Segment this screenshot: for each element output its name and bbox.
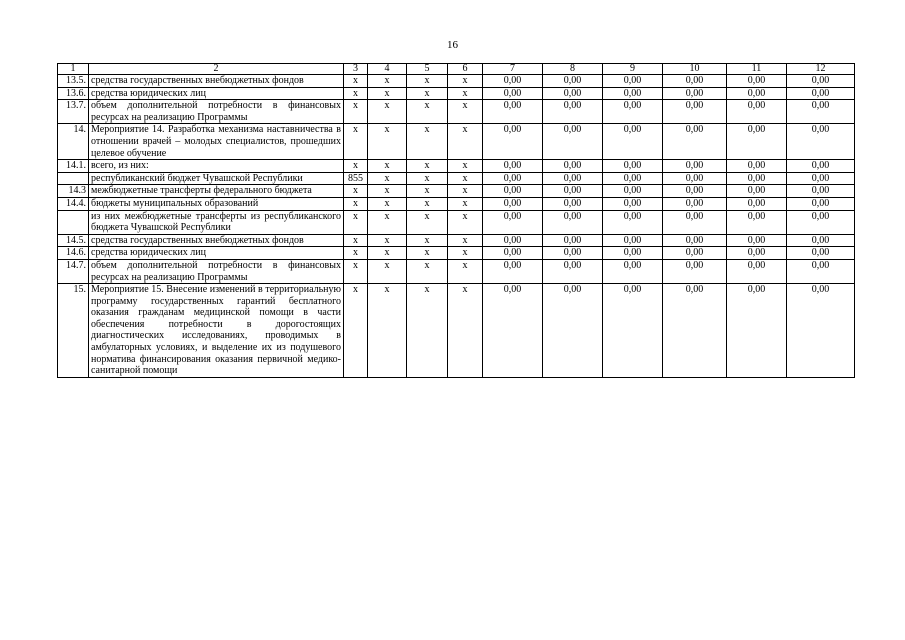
code-cell: х	[344, 75, 368, 88]
amount-cell: 0,00	[543, 210, 603, 234]
amount-cell: 0,00	[727, 124, 787, 160]
amount-cell: 0,00	[603, 75, 663, 88]
amount-cell: 0,00	[663, 100, 727, 124]
amount-cell: 0,00	[603, 210, 663, 234]
amount-cell: 0,00	[787, 172, 855, 185]
amount-cell: 0,00	[543, 247, 603, 260]
row-description: из них межбюджетные трансферты из республиканского бюджета Чувашской Республики	[89, 210, 344, 234]
mark-cell: х	[407, 172, 448, 185]
amount-cell: 0,00	[483, 259, 543, 283]
row-number: 14.	[58, 124, 89, 160]
column-number-row	[58, 64, 855, 75]
code-cell: х	[344, 160, 368, 173]
mark-cell: х	[368, 247, 407, 260]
row-number: 15.	[58, 284, 89, 378]
table-row	[58, 75, 855, 88]
amount-cell: 0,00	[787, 75, 855, 88]
mark-cell: х	[448, 197, 483, 210]
row-description: Мероприятие 15. Внесение изменений в территориальную программу государственных гарантий бесплатного оказания гражданам медицинской помощи в части обеспечения потребности в дорогостоящих диагностических исследованиях, проводимых в амбулаторных условиях, и выделение их из подушевого норматива финансирования оказания первичной медико-санитарной помощи	[89, 284, 344, 378]
amount-cell: 0,00	[483, 100, 543, 124]
mark-cell: х	[448, 100, 483, 124]
amount-cell: 0,00	[663, 210, 727, 234]
mark-cell: х	[368, 75, 407, 88]
row-description: всего, из них:	[89, 160, 344, 173]
row-number: 13.7.	[58, 100, 89, 124]
amount-cell: 0,00	[663, 124, 727, 160]
amount-cell: 0,00	[663, 87, 727, 100]
amount-cell: 0,00	[727, 100, 787, 124]
amount-cell: 0,00	[787, 259, 855, 283]
amount-cell: 0,00	[727, 284, 787, 378]
mark-cell: х	[368, 284, 407, 378]
table-row	[58, 185, 855, 198]
row-number: 14.4.	[58, 197, 89, 210]
column-header: 9	[603, 64, 663, 75]
column-header: 12	[787, 64, 855, 75]
amount-cell: 0,00	[483, 197, 543, 210]
table-row	[58, 100, 855, 124]
amount-cell: 0,00	[663, 185, 727, 198]
mark-cell: х	[407, 247, 448, 260]
table-row	[58, 160, 855, 173]
amount-cell: 0,00	[603, 284, 663, 378]
code-cell: 855	[344, 172, 368, 185]
mark-cell: х	[407, 124, 448, 160]
table-row	[58, 234, 855, 247]
row-number: 13.6.	[58, 87, 89, 100]
mark-cell: х	[407, 234, 448, 247]
amount-cell: 0,00	[727, 185, 787, 198]
mark-cell: х	[407, 185, 448, 198]
amount-cell: 0,00	[483, 160, 543, 173]
table-row	[58, 172, 855, 185]
row-number	[58, 172, 89, 185]
amount-cell: 0,00	[663, 284, 727, 378]
mark-cell: х	[448, 124, 483, 160]
amount-cell: 0,00	[483, 185, 543, 198]
row-description: средства государственных внебюджетных фондов	[89, 234, 344, 247]
amount-cell: 0,00	[603, 160, 663, 173]
mark-cell: х	[368, 210, 407, 234]
amount-cell: 0,00	[727, 87, 787, 100]
amount-cell: 0,00	[663, 259, 727, 283]
amount-cell: 0,00	[483, 247, 543, 260]
row-description: объем дополнительной потребности в финансовых ресурсах на реализацию Программы	[89, 259, 344, 283]
column-header: 2	[89, 64, 344, 75]
mark-cell: х	[448, 185, 483, 198]
column-header: 3	[344, 64, 368, 75]
code-cell: х	[344, 284, 368, 378]
amount-cell: 0,00	[787, 124, 855, 160]
table-body	[58, 64, 855, 378]
row-number	[58, 210, 89, 234]
column-header: 7	[483, 64, 543, 75]
amount-cell: 0,00	[603, 87, 663, 100]
amount-cell: 0,00	[727, 160, 787, 173]
amount-cell: 0,00	[787, 247, 855, 260]
amount-cell: 0,00	[787, 87, 855, 100]
amount-cell: 0,00	[483, 210, 543, 234]
row-description: средства юридических лиц	[89, 87, 344, 100]
amount-cell: 0,00	[663, 197, 727, 210]
mark-cell: х	[407, 259, 448, 283]
column-header: 8	[543, 64, 603, 75]
amount-cell: 0,00	[543, 284, 603, 378]
row-number: 14.7.	[58, 259, 89, 283]
column-header: 4	[368, 64, 407, 75]
amount-cell: 0,00	[543, 87, 603, 100]
mark-cell: х	[448, 160, 483, 173]
amount-cell: 0,00	[543, 197, 603, 210]
row-number: 13.5.	[58, 75, 89, 88]
row-description: республиканский бюджет Чувашской Республики	[89, 172, 344, 185]
amount-cell: 0,00	[603, 172, 663, 185]
amount-cell: 0,00	[727, 197, 787, 210]
amount-cell: 0,00	[603, 185, 663, 198]
amount-cell: 0,00	[543, 185, 603, 198]
amount-cell: 0,00	[543, 172, 603, 185]
row-number: 14.1.	[58, 160, 89, 173]
amount-cell: 0,00	[543, 259, 603, 283]
amount-cell: 0,00	[727, 75, 787, 88]
mark-cell: х	[407, 160, 448, 173]
mark-cell: х	[368, 124, 407, 160]
amount-cell: 0,00	[727, 259, 787, 283]
code-cell: х	[344, 185, 368, 198]
amount-cell: 0,00	[663, 160, 727, 173]
amount-cell: 0,00	[603, 234, 663, 247]
amount-cell: 0,00	[727, 210, 787, 234]
row-number: 14.6.	[58, 247, 89, 260]
mark-cell: х	[368, 160, 407, 173]
amount-cell: 0,00	[663, 247, 727, 260]
amount-cell: 0,00	[483, 284, 543, 378]
code-cell: х	[344, 87, 368, 100]
mark-cell: х	[407, 100, 448, 124]
table-row	[58, 247, 855, 260]
amount-cell: 0,00	[787, 284, 855, 378]
column-header: 11	[727, 64, 787, 75]
amount-cell: 0,00	[543, 160, 603, 173]
mark-cell: х	[448, 234, 483, 247]
amount-cell: 0,00	[483, 172, 543, 185]
mark-cell: х	[368, 87, 407, 100]
column-header: 1	[58, 64, 89, 75]
column-header: 6	[448, 64, 483, 75]
mark-cell: х	[407, 75, 448, 88]
row-description: средства юридических лиц	[89, 247, 344, 260]
table-row	[58, 124, 855, 160]
amount-cell: 0,00	[543, 100, 603, 124]
mark-cell: х	[407, 87, 448, 100]
mark-cell: х	[448, 210, 483, 234]
mark-cell: х	[368, 259, 407, 283]
amount-cell: 0,00	[543, 75, 603, 88]
amount-cell: 0,00	[603, 197, 663, 210]
amount-cell: 0,00	[603, 124, 663, 160]
amount-cell: 0,00	[787, 160, 855, 173]
financing-table	[57, 63, 855, 378]
amount-cell: 0,00	[787, 234, 855, 247]
amount-cell: 0,00	[603, 100, 663, 124]
amount-cell: 0,00	[787, 185, 855, 198]
mark-cell: х	[448, 259, 483, 283]
code-cell: х	[344, 259, 368, 283]
amount-cell: 0,00	[727, 247, 787, 260]
mark-cell: х	[448, 75, 483, 88]
amount-cell: 0,00	[787, 100, 855, 124]
mark-cell: х	[407, 284, 448, 378]
mark-cell: х	[448, 247, 483, 260]
amount-cell: 0,00	[727, 234, 787, 247]
mark-cell: х	[368, 100, 407, 124]
mark-cell: х	[448, 284, 483, 378]
column-header: 10	[663, 64, 727, 75]
mark-cell: х	[448, 172, 483, 185]
row-number: 14.3	[58, 185, 89, 198]
code-cell: х	[344, 197, 368, 210]
row-description: средства государственных внебюджетных фондов	[89, 75, 344, 88]
mark-cell: х	[448, 87, 483, 100]
mark-cell: х	[407, 210, 448, 234]
amount-cell: 0,00	[787, 197, 855, 210]
amount-cell: 0,00	[663, 234, 727, 247]
code-cell: х	[344, 234, 368, 247]
amount-cell: 0,00	[483, 234, 543, 247]
amount-cell: 0,00	[483, 124, 543, 160]
table-row	[58, 284, 855, 378]
code-cell: х	[344, 247, 368, 260]
mark-cell: х	[368, 185, 407, 198]
amount-cell: 0,00	[603, 259, 663, 283]
row-description: объем дополнительной потребности в финансовых ресурсах на реализацию Программы	[89, 100, 344, 124]
code-cell: х	[344, 124, 368, 160]
row-description: межбюджетные трансферты федерального бюджета	[89, 185, 344, 198]
mark-cell: х	[368, 234, 407, 247]
amount-cell: 0,00	[543, 124, 603, 160]
amount-cell: 0,00	[727, 172, 787, 185]
amount-cell: 0,00	[543, 234, 603, 247]
table-row	[58, 259, 855, 283]
row-number: 14.5.	[58, 234, 89, 247]
code-cell: х	[344, 210, 368, 234]
table-row	[58, 210, 855, 234]
column-header: 5	[407, 64, 448, 75]
amount-cell: 0,00	[483, 75, 543, 88]
table-row	[58, 87, 855, 100]
amount-cell: 0,00	[663, 172, 727, 185]
page-number: 16	[447, 39, 458, 51]
mark-cell: х	[407, 197, 448, 210]
amount-cell: 0,00	[603, 247, 663, 260]
mark-cell: х	[368, 197, 407, 210]
table-row	[58, 197, 855, 210]
row-description: Мероприятие 14. Разработка механизма наставничества в отношении врачей – молодых специалистов, прошедших целевое обучение	[89, 124, 344, 160]
code-cell: х	[344, 100, 368, 124]
row-description: бюджеты муниципальных образований	[89, 197, 344, 210]
mark-cell: х	[368, 172, 407, 185]
amount-cell: 0,00	[483, 87, 543, 100]
amount-cell: 0,00	[663, 75, 727, 88]
amount-cell: 0,00	[787, 210, 855, 234]
